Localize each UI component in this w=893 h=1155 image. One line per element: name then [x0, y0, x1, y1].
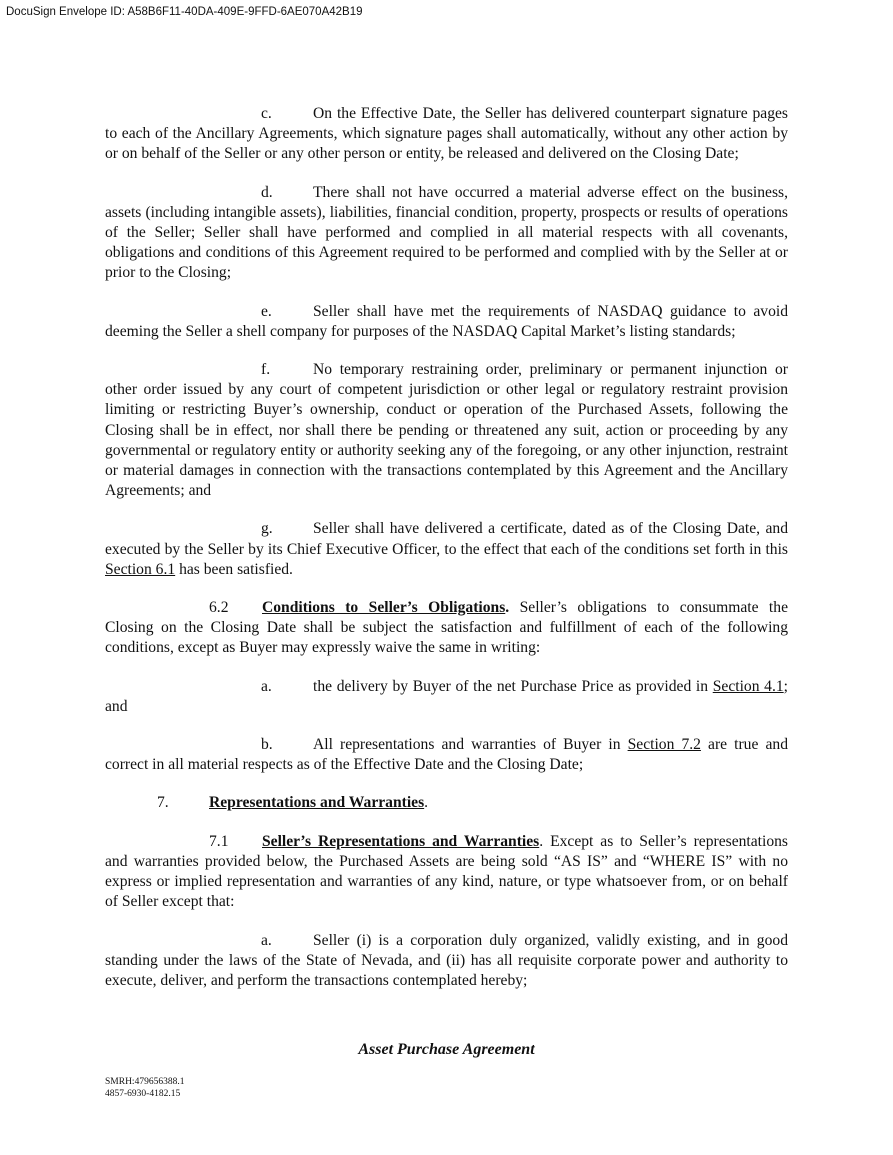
footer-codes — [105, 1076, 184, 1100]
section-heading: Conditions to Seller’s Obligations — [262, 599, 506, 617]
section-7-1 — [105, 832, 788, 913]
clause-label: f. — [261, 361, 271, 379]
section-heading: Seller’s Representations and Warranties — [262, 832, 540, 850]
clause-text-end: are true and correct in all material respects as of the Effective Date and the Closing Date; — [105, 736, 788, 774]
section-heading-end: . — [424, 794, 429, 812]
clause-text-end: ; and — [105, 677, 788, 715]
clause-text: Seller shall have met the requirements of NASDAQ guidance to avoid deeming the Seller a shell company for purposes of the NASDAQ Capital Market’s listing standards; — [105, 302, 788, 340]
clause-f — [105, 360, 788, 501]
section-reference: Section 6.1 — [105, 560, 176, 578]
clause-text: the delivery by Buyer of the net Purchase Price as provided in — [313, 677, 713, 695]
clause-text: All representations and warranties of Buyer in — [313, 736, 628, 754]
section-7 — [105, 793, 788, 813]
section-reference: Section 7.2 — [627, 736, 701, 754]
section-number: 6.2 — [209, 599, 229, 617]
section-number: 7.1 — [209, 832, 229, 850]
section-reference: Section 4.1 — [712, 677, 784, 695]
clause-text: There shall not have occurred a material adverse effect on the business, assets (including intangible assets), liabilities, financial condition, property, prospects or results of operations of the Seller; Seller shall have performed and complied in all material respects with all covenants, obligations and conditions of this Agreement required to be performed and complied with by the Seller at or prior to the Closing; — [105, 183, 788, 282]
document-body — [105, 104, 788, 1009]
clause-c — [105, 104, 788, 165]
clause-6-2-a — [105, 677, 788, 717]
clause-d — [105, 183, 788, 284]
clause-label: a. — [261, 931, 272, 949]
clause-text: Seller (i) is a corporation duly organized, validly existing, and in good standing under the laws of the State of Nevada, and (ii) has all requisite corporate power and authority to execute, deliver, and perform the transactions contemplated hereby; — [105, 931, 788, 989]
clause-text: Seller shall have delivered a certificate, dated as of the Closing Date, and executed by the Seller by its Chief Executive Officer, to the effect that each of the conditions set forth in this — [105, 520, 788, 558]
section-6-2 — [105, 598, 788, 659]
clause-g — [105, 519, 788, 580]
clause-7-1-a — [105, 931, 788, 992]
clause-label: g. — [261, 520, 273, 538]
clause-text: No temporary restraining order, preliminary or permanent injunction or other order issued by any court of competent jurisdiction or other legal or regulatory restraint provision limiting or restricting Buyer’s ownership, conduct or operation of the Purchased Assets, following the Closing shall be in effect, nor shall there be pending or threatened any suit, action or proceeding by any governmental or regulatory entity or authority seeking any of the foregoing, or any other injunction, restraint or material damages in connection with the transactions contemplated by this Agreement and the Ancillary Agreements; and — [105, 361, 788, 500]
clause-label: a. — [261, 677, 272, 695]
footer-title: Asset Purchase Agreement — [358, 1041, 535, 1058]
clause-label: b. — [261, 736, 273, 754]
clause-label: d. — [261, 183, 273, 201]
docusign-envelope-id: DocuSign Envelope ID: A58B6F11-40DA-409E-9FFD-6AE070A42B19 — [6, 6, 363, 18]
section-number: 7. — [157, 794, 169, 812]
clause-e — [105, 302, 788, 342]
section-text: . Except as to Seller’s representations and warranties provided below, the Purchased Assets are being sold “AS IS” and “WHERE IS” with no express or implied representation and warranties of any kind, nature, or type whatsoever from, or on behalf of Seller except that: — [105, 832, 788, 911]
footer-code: SMRH:479656388.1 — [105, 1077, 185, 1087]
clause-label: c. — [261, 105, 272, 122]
section-heading-end: . — [505, 599, 510, 617]
clause-text-end: has been satisfied. — [175, 560, 293, 578]
clause-6-2-b — [105, 735, 788, 775]
clause-text: On the Effective Date, the Seller has delivered counterpart signature pages to each of the Ancillary Agreements, which signature pages shall automatically, without any other action by or on behalf of the Seller or any other person or entity, be released and delivered on the Closing Date; — [105, 105, 788, 163]
section-text: Seller’s obligations to consummate the Closing on the Closing Date shall be subject the satisfaction and fulfillment of each of the following conditions, except as Buyer may expressly waive the same in writing: — [105, 599, 788, 657]
section-heading: Representations and Warranties — [209, 794, 425, 812]
footer-code: 4857-6930-4182.15 — [105, 1089, 181, 1099]
clause-label: e. — [261, 302, 272, 320]
